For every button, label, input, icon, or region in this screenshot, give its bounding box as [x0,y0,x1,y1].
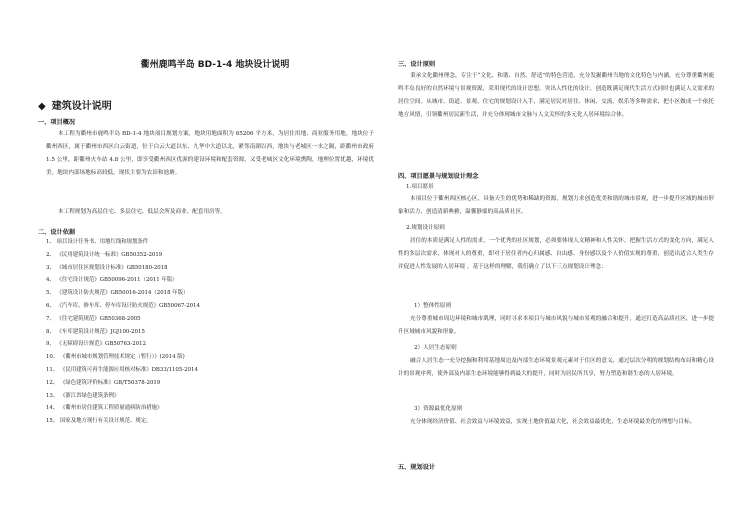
list-item: 9、 《无障碍设计规范》GB50763-2012 [46,341,147,348]
section-1-paragraph-1: 本工程为衢州市鹿鸣半岛 BD-1-4 地块项目规划方案，地块用地面积为 65206 平方米，为居住用地、商业服务用地。地块位于衢州西区，属于衢州市西区白云街道，位于白云大道以东、九华中大道以北，紧邻南湖以西，地块与老城区一水之隔，距衢州市政府 1.5 公里，距衢州火车站 4.8 公里，即享受衢州西区优渥的建设环境和配套资源，又受老城区文化环境熏陶，地理位置优越，环境优美。地块内部场地标高较低，现状主要为农田和池塘。 [46,131,374,176]
section-3-paragraph: 秉承文化衢州理念，专注于“文化、和谐、自然、舒适”的特色营造，充分发掘衢州当地的文化特色与内涵，充分尊重衢州鹿鸣半岛良好的自然环境与景观资源，采用现代的设计思想，突出人性化的设计，创造既满足现代生活方式同时也满足人文需求的居住空间。从城市、街道、景观、住宅的规划设计入手，满足居民对居住、休闲、交流、娱乐等多种需求，把小区做成一个依托地方风情，引领衢州居民新生活，并充分体现城市文脉与人文关怀的多元化人居环境综合体。 [398,73,714,118]
holistic-subheading: 1）整体性原则 [414,303,452,309]
list-item: 11、 《民用建筑可再生能源应用核对标准》DB33/1105-2014 [46,366,198,373]
resource-paragraph: 充分体现经济价值、社会效益与环境效益，实现土地价值最大化，社会效益最优化，生态环境最美化的理想与目标。 [410,419,696,425]
main-heading [38,97,112,112]
list-item: 5、 《建筑设计防火规范》GB50016-2014（2018 年版） [46,290,189,297]
vision-paragraph: 本项目位于衢州西区核心区，具备天生的优势和稀缺的资源，规划力求创造优美和谐的城市景观，进一步提升区域的城市形象和活力，创造清新典雅，温馨静谧的高品质社区。 [398,196,714,215]
list-item: 8、 《车库建筑设计规范》JGJ100-2015 [46,328,145,335]
resource-subheading: 3）资源最优化原则 [414,406,463,412]
ecology-subheading: 2）人居生态原则 [414,345,457,351]
list-item: 1、 项目设计任务书、用地红线和规划条件 [46,239,149,245]
section-4-heading: 四、项目愿景与规划设计理念 [398,173,479,180]
list-item: 12、 《绿色建筑评价标准》GB/T50378-2019 [46,379,161,386]
list-item: 15、 国家及地方现行有关设计规范、规定。 [46,418,152,425]
holistic-paragraph: 充分尊重城市周边环境和城市肌理，同时寻求本项目与城市风貌与城市景观的融合和提升，通过打造高品质社区，进一步提升区域城市风貌和形象。 [398,316,714,335]
list-item: 10、 《衢州市城市规划管理技术规定（暂行）》(2014 版) [46,354,185,361]
list-item: 7、 《住宅建筑规范》GB50368-2005 [46,315,141,322]
list-item: 6、 《汽车库、修车库、停车库设计防火规范》GB50067-2014 [46,302,200,309]
list-item: 2、 《民用建筑设计统一标准》GB50352-2019 [46,251,163,258]
main-heading-text: 建筑设计说明 [51,101,112,112]
principles-paragraph: 居住的本质是满足人性的需求，一个优秀的社区规划，必须要体现人文精神和人性关怀，把握生活方式的变化方向，满足人性的多层次需求，体现对人的尊重，即对于居住者内心归属感、自由感、身份感以及个人价值实现的尊重，创造出适合人类生存并促进人性发展的人居环境 。基于这样的理解，我们确立了以下三点规划设计理念： [398,238,714,270]
document-title: 衢州鹿鸣半岛 BD-1-4 地块设计说明 [140,60,290,70]
list-item: 14、 《衢州市居住建筑工程质量通病防治措施》 [46,405,163,412]
section-5-heading: 五、规划设计 [398,464,436,471]
principles-subheading: 2.规划设计原则 [406,225,445,231]
section-2-heading: 二、设计依据 [38,229,76,236]
list-item: 3、 《城市居住区规划设计标准》GB50180-2018 [46,264,168,271]
list-item: 13、 《浙江省绿色建筑条例》 [46,392,120,399]
list-item: 4、 《住宅设计规范》GB50096-2011（2011 年版） [46,277,178,284]
ecology-paragraph: 融合人居生态一充分挖掘和利用基地周边及内部生态环境景观元素对于住区的意义，通过层次分明的规划结构布局和精心设计的景观序列，使外部及内部生态环境能够得到最大的提升，同时为居民所共享，努力塑造和谐生态的人居环境。 [398,358,714,377]
vision-subheading: 1.项目愿景 [406,184,434,190]
section-3-heading: 三、设计原则 [398,61,436,68]
design-basis-list [46,236,200,428]
section-1-heading: 一、项目概况 [38,119,76,126]
section-1-paragraph-2: 本工程规划为高层住宅、多层住宅、低层会所及商业、配套用房等。 [58,209,226,215]
diamond-icon: ◆ [38,101,46,112]
